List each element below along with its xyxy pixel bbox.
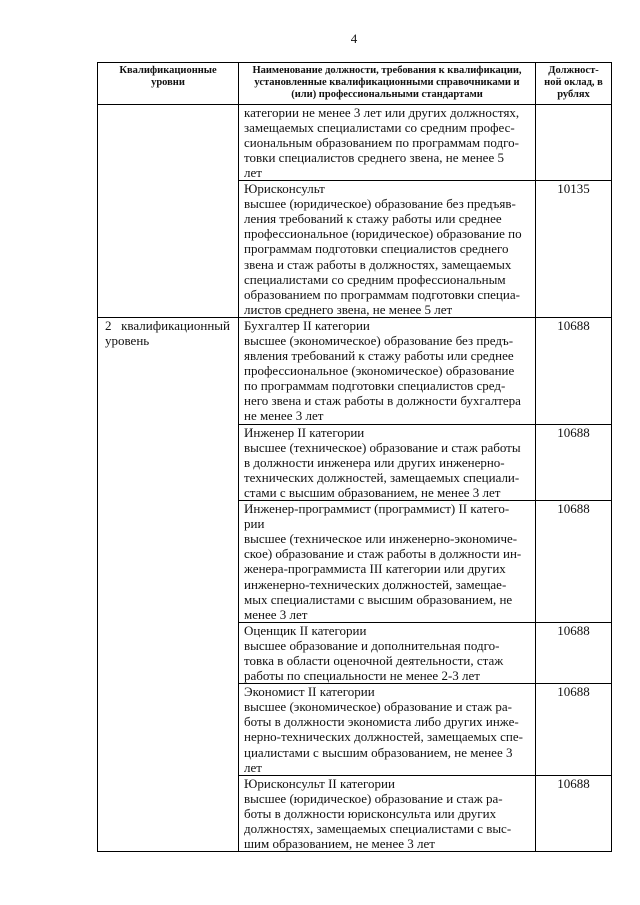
salary-value: 10688 — [557, 775, 590, 791]
salary-cell — [536, 424, 612, 500]
position-text-line: в должности инженера или других инженерно- — [244, 454, 505, 470]
header-line: уровни — [151, 77, 185, 89]
table-header-row — [98, 63, 612, 105]
qualification-level-line: уровень — [105, 333, 150, 349]
header-line: (или) профессиональными стандартами — [291, 89, 483, 101]
position-requirements-cell — [239, 775, 536, 851]
table-row — [98, 317, 612, 424]
salary-cell — [536, 622, 612, 683]
position-text-line: ское) образование и стаж работы в должности ин- — [244, 546, 522, 562]
position-text-line: замещаемых специалистами со средним профес- — [244, 119, 515, 135]
table-body — [98, 104, 612, 852]
salary-cell — [536, 104, 612, 180]
header-line: ной оклад, в — [544, 77, 603, 89]
position-text-line: специалистами со средним профессиональным — [244, 271, 506, 287]
position-text-line: лет — [244, 164, 262, 180]
position-text-line: него звена и стаж работы в должности бухгалтера — [244, 393, 521, 409]
salary-value: 10688 — [557, 622, 590, 638]
table-header — [98, 63, 612, 105]
position-text-line: нерно-технических должностей, замещаемых спе- — [244, 729, 523, 745]
qualification-salary-table — [97, 62, 612, 852]
salary-cell — [536, 181, 612, 318]
position-requirements-cell — [239, 501, 536, 623]
position-text-line: Оценщик II категории — [244, 622, 367, 638]
position-text-line: шим образованием, не менее 3 лет — [244, 836, 435, 852]
header-line: Должност- — [548, 65, 599, 76]
header-salary — [536, 63, 612, 105]
position-text-line: профессиональное (экономическое) образование — [244, 363, 515, 379]
position-text-line: Инженер II категории — [244, 424, 365, 440]
header-position-requirements — [239, 63, 536, 105]
position-text-line: по программам подготовки специалистов сред- — [244, 378, 506, 394]
salary-value: 10688 — [557, 317, 590, 333]
position-requirements-cell — [239, 684, 536, 776]
position-text-line: высшее (юридическое) образование без предъяв- — [244, 196, 516, 212]
position-text-line: ления требований к стажу работы или среднее — [244, 211, 502, 227]
position-text-line: листов среднего звена, не менее 5 лет — [244, 301, 453, 317]
position-requirements-cell — [239, 424, 536, 500]
position-text-line: программам подготовки специалистов среднего — [244, 241, 509, 257]
table-row — [98, 104, 612, 180]
salary-value: 10688 — [557, 424, 590, 440]
position-text-line: товка в области оценочной деятельности, стаж — [244, 652, 504, 668]
position-text-line: циалистами с высшим образованием, не менее 3 — [244, 744, 513, 760]
position-text-line: Инженер-программист (программист) II катего- — [244, 501, 510, 517]
position-text-line: должностях, замещаемых специалистами с выс- — [244, 821, 512, 837]
position-text-line: высшее (техническое или инженерно-экономиче- — [244, 531, 518, 547]
position-text-line: боты в должности экономиста либо других инже- — [244, 714, 519, 730]
position-text-line: образованием по программам подготовки специа- — [244, 286, 520, 302]
position-text-line: боты в должности юрисконсульта или других — [244, 805, 497, 821]
position-text-line: высшее образование и дополнительная подго- — [244, 637, 500, 653]
page-number: 4 — [350, 31, 358, 46]
salary-value: 10688 — [557, 501, 590, 517]
position-text-line: Бухгалтер II категории — [244, 317, 370, 333]
position-text-line: менее 3 лет — [244, 606, 308, 622]
position-text-line: работы по специальности не менее 2-3 лет — [244, 668, 480, 684]
position-text-line: Юрисконсульт — [244, 181, 325, 197]
position-text-line: категории не менее 3 лет или других должностях, — [244, 104, 520, 120]
salary-value: 10688 — [557, 684, 590, 700]
position-text-line: Экономист II категории — [244, 684, 375, 700]
qualification-level-cell — [98, 104, 239, 317]
position-text-line: товки специалистов среднего звена, не менее 5 — [244, 149, 504, 165]
qualification-level-line: 2 квалификационный — [105, 317, 230, 333]
salary-value: 10135 — [557, 181, 590, 197]
position-text-line: звена и стаж работы в должностях, замещаемых — [244, 256, 512, 272]
salary-cell — [536, 317, 612, 424]
position-text-line: высшее (юридическое) образование и стаж ра- — [244, 790, 503, 806]
position-text-line: рии — [244, 516, 265, 532]
position-text-line: мых специалистами с высшим образованием, не — [244, 591, 513, 607]
position-text-line: сиональным образованием по программам подго- — [244, 134, 519, 150]
position-text-line: технических должностей, замещаемых специали- — [244, 469, 520, 485]
position-requirements-cell — [239, 622, 536, 683]
header-line: установленные квалификационными справочниками и — [254, 77, 520, 89]
position-text-line: инженерно-технических должностей, замещае- — [244, 576, 507, 592]
position-text-line: женера-программиста III категории или других — [244, 561, 506, 577]
position-text-line: не менее 3 лет — [244, 408, 324, 424]
header-line: Квалификационные — [119, 65, 217, 76]
position-text-line: лет — [244, 759, 262, 775]
position-requirements-cell — [239, 317, 536, 424]
position-requirements-cell — [239, 181, 536, 318]
header-line: Наименование должности, требования к квалификации, — [252, 65, 522, 76]
position-text-line: явления требований к стажу работы или среднее — [244, 348, 514, 364]
position-text-line: высшее (экономическое) образование без предъ- — [244, 333, 514, 349]
position-requirements-cell — [239, 104, 536, 180]
salary-cell — [536, 684, 612, 776]
salary-cell — [536, 501, 612, 623]
header-line: рублях — [557, 89, 590, 101]
qualification-level-cell — [98, 317, 239, 851]
position-text-line: высшее (экономическое) образование и стаж ра- — [244, 699, 512, 715]
position-text-line: Юрисконсульт II категории — [244, 775, 395, 791]
position-text-line: профессиональное (юридическое) образование по — [244, 226, 522, 242]
salary-cell — [536, 775, 612, 851]
position-text-line: высшее (техническое) образование и стаж работы — [244, 439, 521, 455]
header-qualification-levels — [98, 63, 239, 105]
position-text-line: стами с высшим образованием, не менее 3 лет — [244, 484, 501, 500]
